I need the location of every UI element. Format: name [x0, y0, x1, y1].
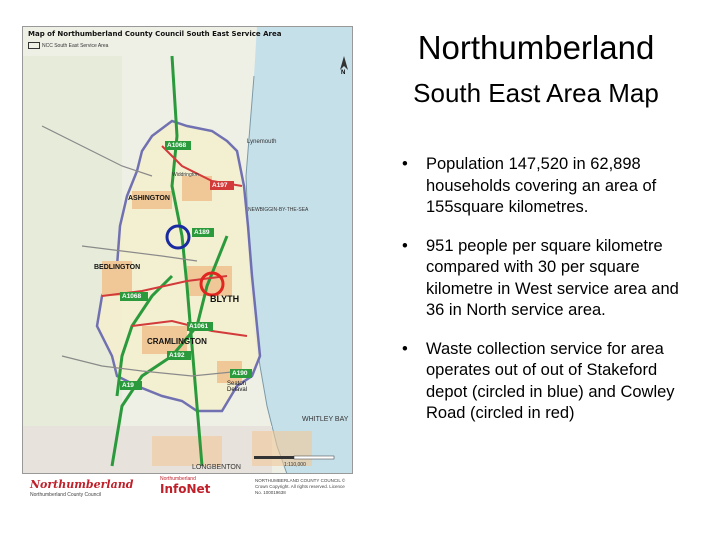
- place-label: CRAMLINGTON: [147, 337, 207, 346]
- legend-swatch: [28, 42, 40, 49]
- place-label: NEWBIGGIN-BY-THE-SEA: [248, 207, 309, 213]
- bullet-item: [400, 154, 700, 219]
- slide-subtitle: South East Area Map: [413, 78, 659, 108]
- place-label: Widdrington: [172, 172, 199, 178]
- place-label: LONGBENTON: [192, 464, 241, 471]
- bullet-text: Population 147,520 in 62,898 households covering an area of 155square kilometres.: [426, 155, 657, 216]
- bullet-text: Waste collection service for area operates out of out of Stakeford depot (circled in blue) and Cowley Road (circled in red): [426, 339, 675, 422]
- map-legend: [28, 42, 108, 49]
- place-label: Lynemouth: [247, 139, 277, 145]
- legend-label: NCC South East Service Area: [42, 42, 109, 49]
- place-label: WHITLEY BAY: [302, 416, 349, 423]
- road-label: A1061: [189, 323, 209, 330]
- bullet-dot: •: [402, 155, 408, 173]
- bullet-item: [400, 236, 700, 322]
- north-label: N: [341, 70, 346, 76]
- infonet-top: Northumberland: [160, 476, 196, 482]
- place-label: ASHINGTON: [128, 195, 170, 202]
- bullet-item: [400, 339, 700, 425]
- service-area-map: [22, 26, 353, 514]
- place-label: BEDLINGTON: [94, 264, 141, 271]
- road-label: A1068: [167, 142, 187, 149]
- scale-text: 1:110,000: [284, 462, 306, 468]
- place-label: BLYTH: [210, 294, 240, 304]
- slide-title: Northumberland: [417, 29, 655, 66]
- infonet-logo: [160, 476, 210, 496]
- council-sub: Northumberland County Council: [30, 492, 102, 498]
- bullet-list: [400, 154, 700, 442]
- road-label: A190: [232, 370, 248, 377]
- northumberland-logo: [30, 478, 133, 498]
- bullet-text: 951 people per square kilometre compared with 30 per square kilometre in West service area and 36 in North service area.: [426, 236, 679, 319]
- road-label: A197: [212, 182, 228, 189]
- place-label: Seaton Delaval: [227, 381, 248, 393]
- road-label: A1068: [122, 293, 142, 300]
- council-name: Northumberland: [30, 478, 134, 491]
- map-graphic: [22, 26, 353, 514]
- infonet-name: InfoNet: [160, 482, 211, 496]
- road-label: A192: [169, 352, 185, 359]
- bullet-dot: •: [402, 339, 408, 358]
- road-label: A19: [122, 382, 134, 389]
- copyright-text: NORTHUMBERLAND COUNTY COUNCIL © Crown Copyright. All rights reserved. Licence No. 100019638: [255, 478, 346, 495]
- map-title: Map of Northumberland County Council South East Service Area: [28, 30, 282, 38]
- bullet-dot: •: [402, 236, 408, 255]
- road-label: A189: [194, 229, 210, 236]
